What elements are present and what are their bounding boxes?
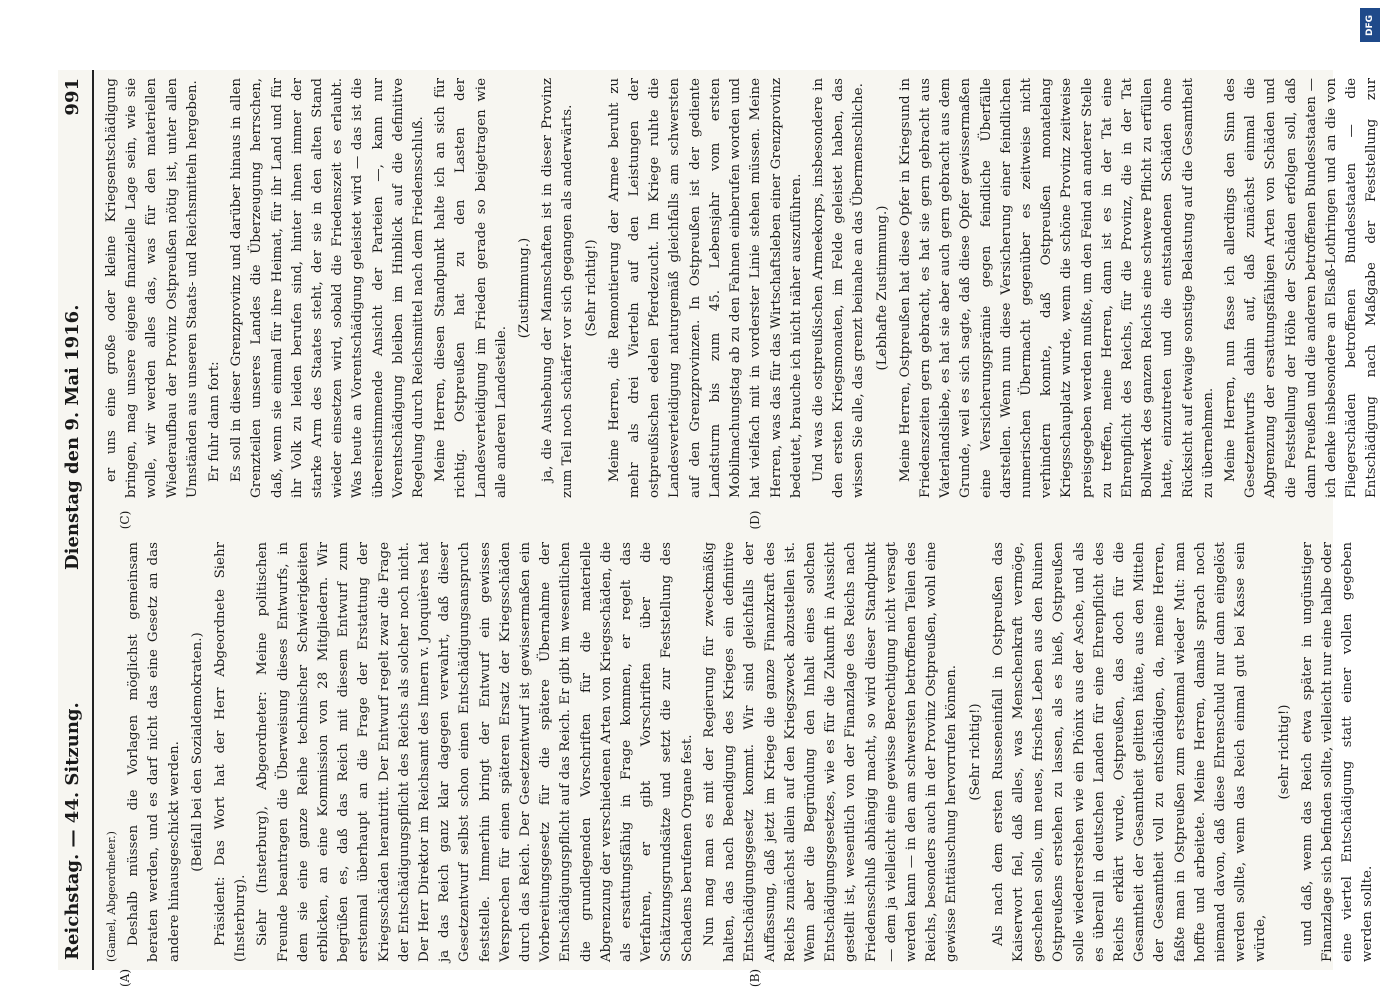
paragraph: und daß, wenn das Reich etwa später in ungünstiger Finanzlage sich befinden sollte, vielleicht nur eine halbe oder eine viertel Entschädigung statt einer vollen gegeben werden sollte. (1299, 542, 1376, 962)
header-left: Reichstag. — 44. Sitzung. (62, 702, 83, 960)
margin-mark-a: (A) (118, 968, 132, 988)
header-rule (92, 70, 94, 970)
page-number: 991 (62, 78, 83, 116)
rotated-page-content (58, 70, 1380, 988)
paragraph: Als nach dem ersten Russeneinfall in Ostpreußen das Kaiserwort fiel, daß alles, was Menschenkraft vermöge, geschehen solle, um neues, frisches Leben aus den Ruinen Ostpreußens erstehen zu lassen, als es hieß, Ostpreußen solle wiedererstehen wie ein Phönix aus der Asche, und als es überall in deutschen Landen für eine Ehrenpflicht des Reichs erklärt wurde, Ostpreußen, das doch für die Gesamtheit der Gesamtheit gelitten hätte, aus den Mitteln der Gesamtheit voll zu entschädigen, da, meine Herren, faßte man in Ostpreußen zum erstenmal wieder Mut: man hoffte und arbeitete. Meine Herren, damals sprach noch niemand davon, daß diese Ehrenschuld nur dann eingelöst werden sollte, wenn das Reich einmal gut bei Kasse sein würde, (990, 542, 1269, 962)
margin-mark-b: (B) (748, 968, 762, 988)
header-date: Dienstag den 9. Mai 1916. (62, 304, 83, 570)
speaker-note: (Gamel, Abgeordneter.) (105, 831, 118, 962)
side-credit-text (1376, 40, 1383, 920)
paragraph: Deshalb müssen die Vorlagen möglichst gemeinsam beraten werden, und es darf nicht das eine Gesetz an das andere hinausgeschickt werden. (126, 542, 182, 962)
paragraph: Siehr (Insterburg), Abgeordneter: Meine politischen Freunde beantragen die Überweisung dieses Entwurfs, in dem sie eine ganze Reihe technischer Schwierigkeiten erblicken, an eine Kommission von 28 Mitgliedern. Wir begrüßen es, daß das Reich mit diesem Entwurf zum erstenmal überhaupt an die Frage der Erstattung der Kriegsschäden herantritt. Der Entwurf regelt zwar die Frage der Entschädigungspflicht des Reichs als solcher noch nicht. Der Herr Direktor im Reichsamt des Innern v. Jonquières hat ja das Reich ganz klar dagegen verwahrt, daß dieser Gesetzentwurf selbst schon einen Entschädigungsanspruch feststelle. Immerhin bringt der Entwurf ein gewisses Versprechen für einen späteren Ersatz der Kriegsschäden durch das Reich. Der Gesetzentwurf ist gewissermaßen ein Vorbereitungsgesetz für die spätere Übernahme der Entschädigungspflicht auf das Reich. Er gibt im wesentlichen die grundlegenden Vorschriften für die materielle Abgrenzung der verschiedenen Arten von Kriegsschäden, die als ersattungsfähig in Frage kommen, er regelt das Verfahren, er gibt Vorschriften über die Schätzungsgrundsätze und setzt die zur Feststellung des Schadens berufenen Organe fest. (255, 542, 695, 962)
interjection: (Sehr richtig!) (967, 703, 983, 801)
paragraph: Meine Herren, nun fasse ich allerdings den Sinn des Gesetzentwurfs dahin auf, daß zunächst einmal die Abgrenzung der ersattungsfähigen Arten von Schäden und die Feststellung der Höhe der Schäden erfolgen soll, daß dann Preußen und die anderen betroffenen Bundesstaaten — ich denke insbesondere an Elsaß-Lothringen und an die von Fliegerschäden betroffenen Bundesstaaten — die Entschädigung nach Maßgabe der Feststellung zur (1222, 78, 1380, 498)
paragraph: Es soll in dieser Grenzprovinz und darüber hinaus in allen Grenzteilen unseres Landes die Überzeugung herrschen, daß, wenn sie einmal für ihre Heimat, für ihr Land und für ihr Volk zu leiden berufen sind, hinter ihnen immer der starke Arm des Staates steht, der sie in den alten Stand wieder einsetzen wird, sobald die Friedenszeit es erlaubt. Was heute an Vorentschädigung geleistet wird — das ist die übereinstimmende Ansicht der Parteien —, kann nur Vorentschädigung bleiben im Hinblick auf die definitive Regelung durch Reichsmittel nach dem Friedensschluß. (229, 78, 427, 498)
interjection: (Sehr richtig!) (583, 239, 599, 337)
interjection: (sehr richtig!) (1276, 704, 1292, 800)
margin-mark-c: (C) (118, 510, 132, 530)
paragraph: Er fuhr dann fort: (207, 361, 223, 482)
interjection: (Lebhafte Zustimmung.) (874, 205, 890, 371)
paragraph: Nun mag man es mit der Regierung für zweckmäßig halten, das nach Beendigung des Krieges ein definitive Entschädigungsgesetz kommt. Wir sind gleichfalls der Auffassung, daß jetzt im Kriege die ganze Finanzkraft des Reichs zunächst allein auf den Kriegszweck abzustellen ist. Wenn aber die Begründung den Inhalt eines solchen Entschädigungsgesetzes, wie es für die Zukunft in Aussicht gestellt ist, wesentlich von der Finanzlage des Reichs nach Friedensschluß abhängig macht, so wird dieser Standpunkt — dem ja vielleicht eine gewisse Berechtigung nicht versagt werden kann — in den am schwersten betroffenen Teilen des Reichs, besonders auch in der Provinz Ostpreußen, wohl eine gewisse Enttäuschung hervorrufen können. (701, 542, 960, 962)
dfg-logo: DFG (1360, 8, 1380, 42)
scanned-page (58, 70, 1380, 988)
paragraph: Meine Herren, Ostpreußen hat diese Opfer in Kriegsund in Friedenszeiten gern gebracht, es hat sie gern gebracht aus Vaterlandsliebe, es hat sie aber auch gern gebracht aus dem Grunde, weil es sich sagte, daß diese Opfer gewissermaßen eine Versicherungsprämie gegen feindliche Überfälle darstellen. Wenn nun diese Versicherung einer feindlichen numerischen Übermacht gegenüber es zeitweise nicht verhindern konnte, daß Ostpreußen monatelang Kriegsschauplatz wurde, wenn die schöne Provinz zeitweise preisgegeben werden mußte, um den Feind an anderer Stelle zu treffen, meine Herren, dann ist es in der Tat eine Ehrenpflicht des Reichs, für die Provinz, die in der Tat Bollwerk des ganzen Reichs eine schwere Pflicht zu erfüllen hatte, einzutreten und die entstandenen Schäden ohne Rücksicht auf etwaige sonstige Belastung auf die Gesamtheit zu übernehmen. (897, 78, 1216, 498)
interjection: (Zustimmung.) (517, 237, 533, 339)
margin-mark-d: (D) (748, 510, 762, 530)
paragraph: ja, die Aushebung der Mannschaften ist in dieser Provinz zum Teil noch schärfer vor sich gegangen als anderwärts. (540, 78, 576, 498)
paragraph: Meine Herren, die Remontierung der Armee beruht zu mehr als drei Vierteln auf den Leistungen der ostpreußischen edelen Pferdezucht. Im Kriege ruhte die Landesverteidigung naturgemäß gleichfalls am schwersten auf den Grenzprovinzen. In Ostpreußen ist der gediente Landsturm bis zum 45. Lebensjahr vom ersten Mobilmachungstag ab zu den Fahnen einberufen worden und hat vielfach mit in vorderster Linie stehen müssen. Meine Herren, was das für das Wirtschaftsleben einer Grenzprovinz bedeutet, brauche ich nicht näher auszuführen. (606, 78, 804, 498)
side-credit (1358, 40, 1382, 960)
paragraph: Meine Herren, diesen Standpunkt halte ich an sich für richtig. Ostpreußen hat zu den Lasten der Landesverteidigung im Frieden gerade so beigetragen wie alle anderen Landesteile. (433, 78, 509, 498)
text-column-left (102, 542, 1383, 962)
paragraph: Präsident: Das Wort hat der Herr Abgeordnete Siehr (Insterburg). (213, 542, 249, 962)
text-column-right (102, 78, 1383, 498)
paragraph: er uns eine große oder kleine Kriegsentschädigung bringen, mag unsere eigene finanzielle Lage sein, wie sie wolle, wir werden alles das, was für den materiellen Wiederaufbau der Provinz Ostpreußen nötig ist, unter allen Umständen aus unseren Staats- und Reichsmitteln hergeben. (104, 78, 200, 498)
page-header (58, 70, 88, 970)
paragraph: Und was die ostpreußischen Armeekorps, insbesondere in den ersten Kriegsmonaten, im Felde geleistet haben, das wissen Sie alle, das grenzt beinahe an das Übermenschliche. (810, 78, 867, 498)
interjection: (Beifall bei den Sozialdemokraten.) (189, 632, 205, 872)
